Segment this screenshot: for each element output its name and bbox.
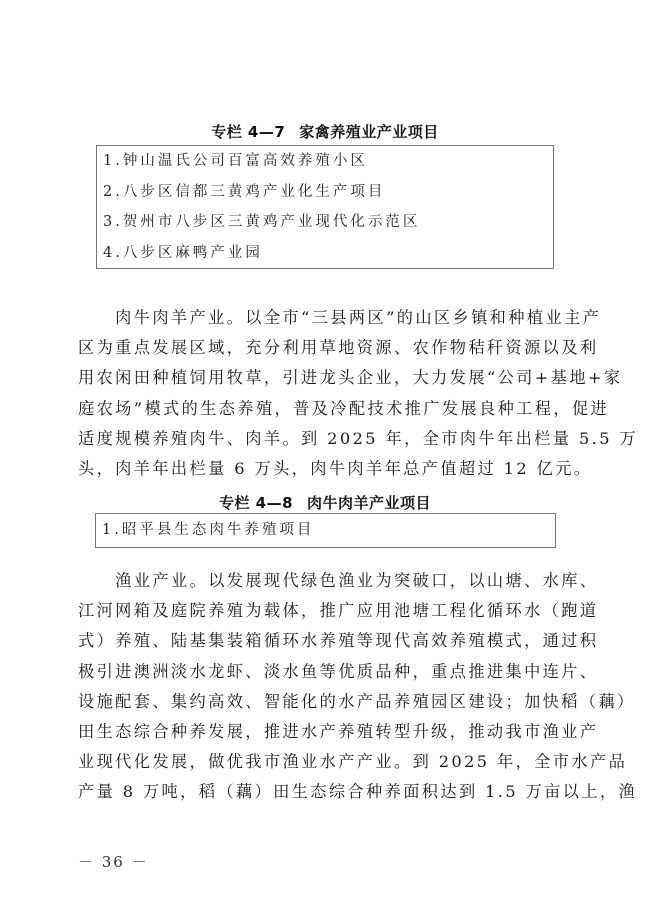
project-item: 1.钟山温氏公司百富高效养殖小区 [103,153,368,169]
caption-number: 专栏 4—8 [218,494,294,512]
paragraph-beef-mutton-industry [78,303,639,484]
text-line: 田生态综合种养发展，推进水产养殖转型升级，推动我市渔业产 [78,721,599,741]
page-number: － 36 － [78,853,149,871]
project-item: 2.八步区信都三黄鸡产业化生产项目 [103,183,386,200]
project-box-4-7 [96,145,554,269]
text-line: 设施配套、集约高效、智能化的水产品养殖园区建设；加快稻（藕） [78,691,636,711]
text-line: 头，肉羊年出栏量 6 万头，肉牛肉羊年总产值超过 12 亿元。 [78,458,593,478]
text-line: 业现代化发展，做优我市渔业水产产业。到 2025 年，全市水产品 [78,752,628,772]
text-line: 江河网箱及庭院养殖为载体，推广应用池塘工程化循环水（跑道 [78,601,599,621]
project-item: 4.八步区麻鸭产业园 [103,244,263,261]
sidebar-box-caption-4-7 [0,121,650,142]
caption-title: 家禽养殖业产业项目 [299,123,439,141]
text-line: 用农闲田种植饲用牧草，引进龙头企业，大力发展“公司+基地+家 [78,368,623,388]
project-item: 1.昭平县生态肉牛养殖项目 [102,522,315,538]
text-line: 适度规模养殖肉牛、肉羊。到 2025 年，全市肉牛年出栏量 5.5 万 [78,428,639,448]
text-line: 产量 8 万吨，稻（藕）田生态综合种养面积达到 1.5 万亩以上，渔 [78,782,638,802]
text-line: 式）养殖、陆基集装箱循环水养殖等现代高效养殖模式，通过积 [78,631,599,651]
text-line: 极引进澳洲淡水龙虾、淡水鱼等优质品种，重点推进集中连片、 [78,661,599,681]
paragraph-fishery-industry [78,566,638,808]
text-line: 庭农场”模式的生态养殖，普及冷配技术推广发展良种工程，促进 [78,398,610,418]
caption-title: 肉牛肉羊产业项目 [307,494,432,512]
text-line: 渔业产业。以发展现代绿色渔业为突破口，以山塘、水库、 [78,571,599,590]
project-box-4-8 [95,513,556,548]
caption-number: 专栏 4—7 [211,123,286,141]
project-item: 3.贺州市八步区三黄鸡产业现代化示范区 [103,214,421,230]
sidebar-box-caption-4-8 [0,492,650,513]
text-line: 区为重点发展区域，充分利用草地资源、农作物秸秆资源以及利 [78,338,599,358]
text-line: 肉牛肉羊产业。以全市“三县两区”的山区乡镇和种植业主产 [78,308,602,327]
